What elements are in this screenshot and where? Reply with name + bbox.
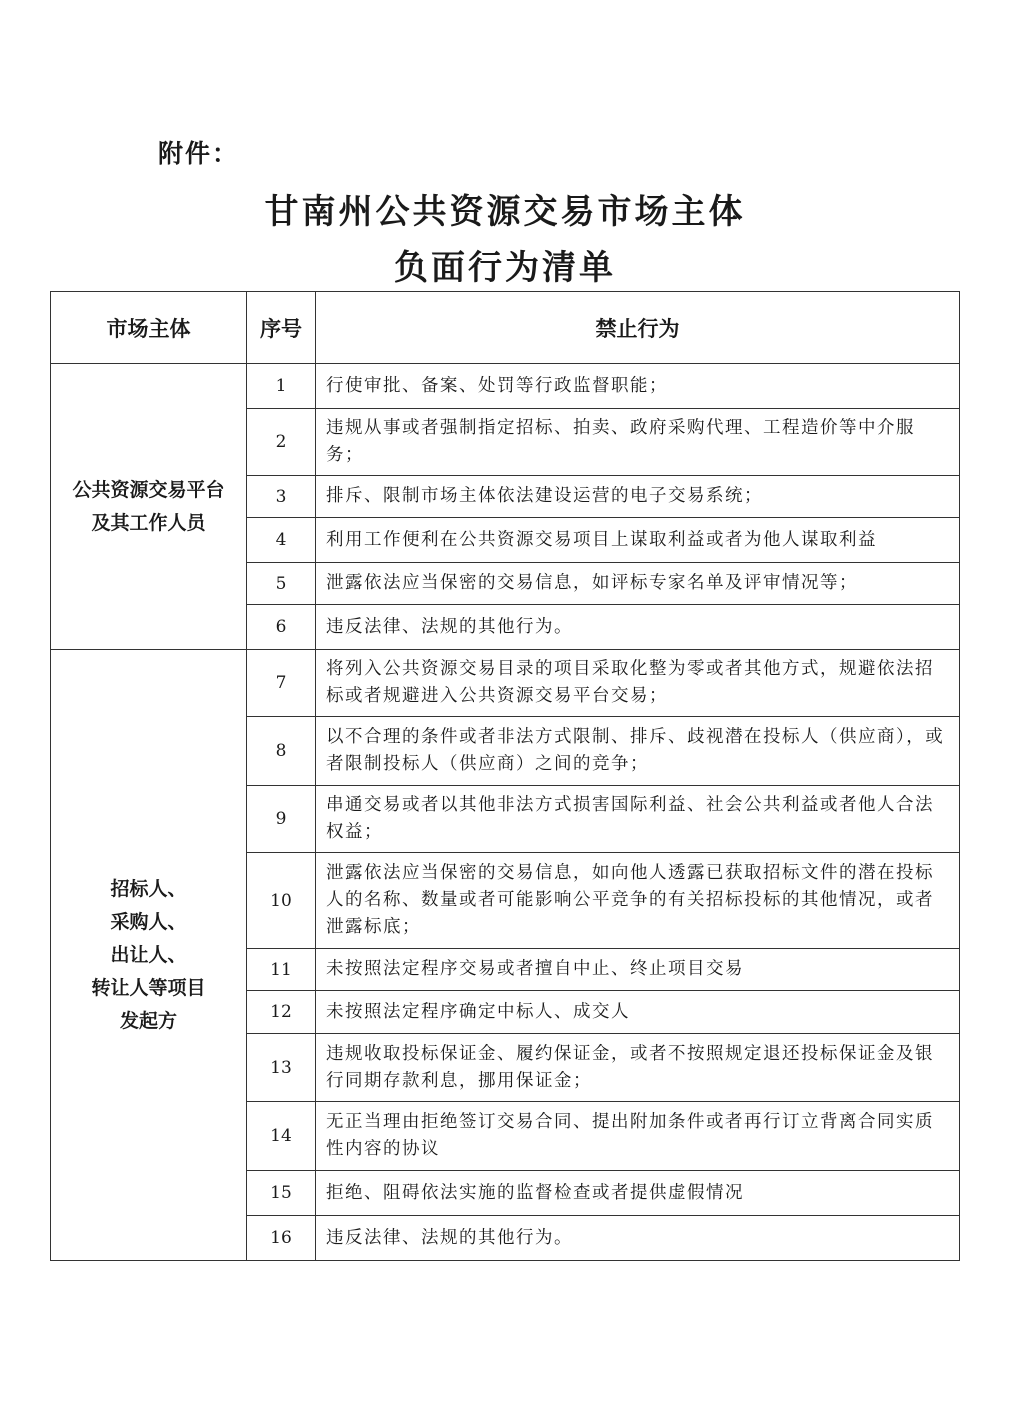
header-prohibited-behavior: 禁止行为 [316,292,960,364]
prohibited-behavior-text: 未按照法定程序确定中标人、成交人 [316,991,960,1034]
market-subject-line: 招标人、 [110,877,187,900]
prohibited-behavior-text: 排斥、限制市场主体依法建设运营的电子交易系统； [316,476,960,518]
row-number: 13 [247,1034,316,1102]
row-number: 1 [247,364,316,409]
prohibited-behavior-text: 利用工作便利在公共资源交易项目上谋取利益或者为他人谋取利益 [316,518,960,563]
row-number: 7 [247,650,316,717]
header-subject: 市场主体 [51,292,247,364]
row-number: 9 [247,786,316,853]
row-number: 16 [247,1216,316,1261]
market-subject-line: 及其工作人员 [91,511,206,534]
attachment-label: 附件： [158,139,240,168]
market-subject-cell [51,364,247,650]
market-subject-cell [51,650,247,1261]
prohibited-behavior-text: 拒绝、阻碍依法实施的监督检查或者提供虚假情况 [316,1171,960,1216]
negative-behavior-table [50,291,960,1261]
prohibited-behavior-text: 以不合理的条件或者非法方式限制、排斥、歧视潜在投标人（供应商），或者限制投标人（供应商）之间的竞争； [316,717,960,786]
row-number: 10 [247,853,316,949]
prohibited-behavior-text: 泄露依法应当保密的交易信息，如向他人透露已获取招标文件的潜在投标人的名称、数量或者可能影响公平竞争的有关招标投标的其他情况，或者泄露标底； [316,853,960,949]
document-title-line2: 负面行为清单 [394,248,616,288]
row-number: 2 [247,409,316,476]
row-number: 8 [247,717,316,786]
market-subject-line: 出让人、 [110,943,187,966]
row-number: 3 [247,476,316,518]
market-subject-line: 转让人等项目 [91,976,206,999]
prohibited-behavior-text: 将列入公共资源交易目录的项目采取化整为零或者其他方式，规避依法招标或者规避进入公共资源交易平台交易； [316,650,960,717]
market-subject-line: 发起方 [119,1009,177,1032]
prohibited-behavior-text: 违规从事或者强制指定招标、拍卖、政府采购代理、工程造价等中介服务； [316,409,960,476]
row-number: 4 [247,518,316,563]
prohibited-behavior-text: 违规收取投标保证金、履约保证金，或者不按照规定退还投标保证金及银行同期存款利息，挪用保证金； [316,1034,960,1102]
row-number: 12 [247,991,316,1034]
row-number: 15 [247,1171,316,1216]
market-subject-line: 采购人、 [110,910,187,933]
document-title-line1: 甘南州公共资源交易市场主体 [264,192,746,232]
prohibited-behavior-text: 泄露依法应当保密的交易信息，如评标专家名单及评审情况等； [316,563,960,605]
table-row [51,364,960,409]
prohibited-behavior-text: 违反法律、法规的其他行为。 [316,1216,960,1261]
prohibited-behavior-text: 行使审批、备案、处罚等行政监督职能； [316,364,960,409]
row-number: 11 [247,949,316,991]
header-number: 序号 [247,292,316,364]
prohibited-behavior-text: 无正当理由拒绝签订交易合同、提出附加条件或者再行订立背离合同实质性内容的协议 [316,1102,960,1171]
prohibited-behavior-text: 串通交易或者以其他非法方式损害国际利益、社会公共利益或者他人合法权益； [316,786,960,853]
row-number: 6 [247,605,316,650]
table-header-row [51,292,960,364]
prohibited-behavior-text: 违反法律、法规的其他行为。 [316,605,960,650]
market-subject-line: 公共资源交易平台 [72,478,225,501]
prohibited-behavior-text: 未按照法定程序交易或者擅自中止、终止项目交易 [316,949,960,991]
row-number: 5 [247,563,316,605]
table-row [51,650,960,717]
row-number: 14 [247,1102,316,1171]
